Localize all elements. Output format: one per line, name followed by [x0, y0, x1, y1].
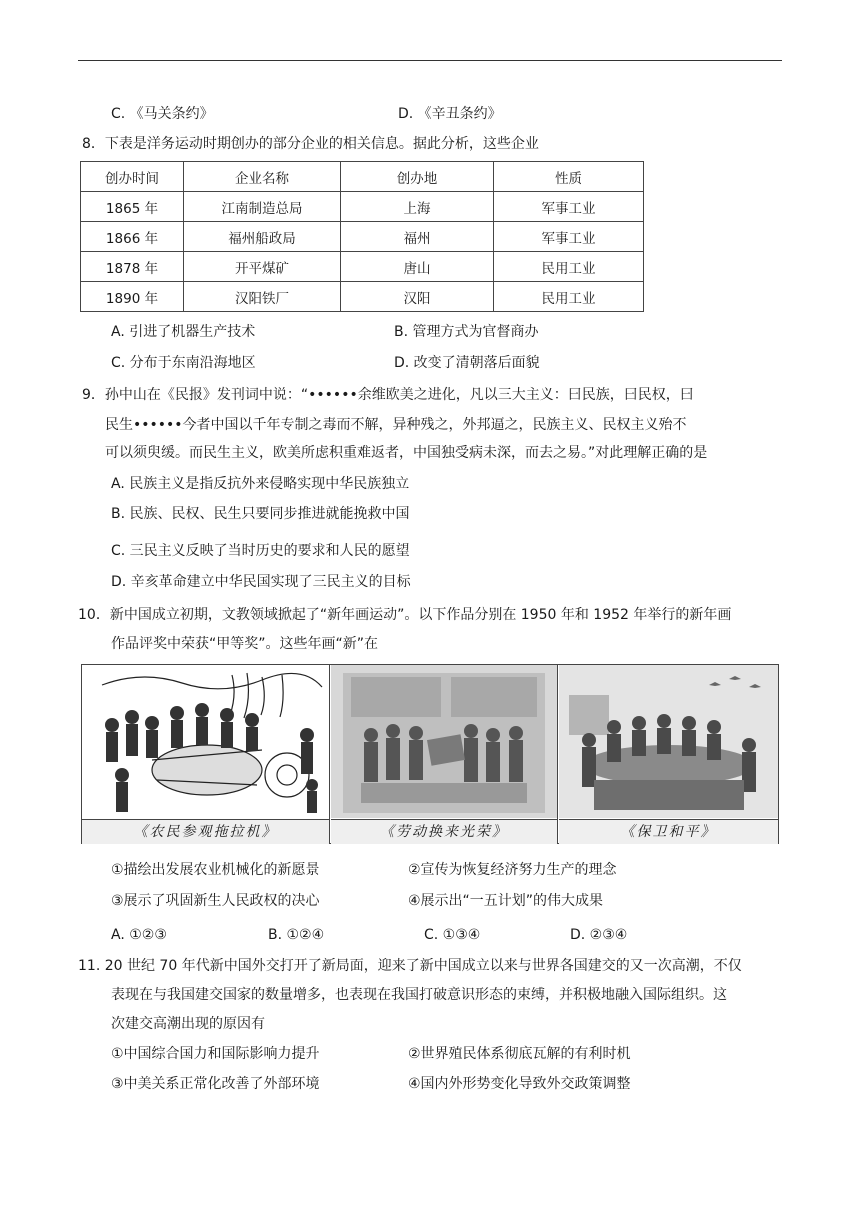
q10-stem-line-1: 10．新中国成立初期，文教领域掀起了“新年画运动”。以下作品分别在 1950 年和 1952 年举行的新年画	[78, 607, 732, 623]
q9-option-b[interactable]: B. 民族、民权、民生只要同步推进就能挽救中国	[111, 506, 410, 522]
table-cell: 江南制造总局	[184, 192, 341, 222]
new-year-paintings	[81, 664, 779, 844]
table-cell: 福州	[341, 222, 494, 252]
q9-option-c[interactable]: C. 三民主义反映了当时历史的要求和人民的愿望	[111, 543, 410, 559]
painting-caption: 《劳动换来光荣》	[331, 819, 557, 844]
q11-stem-line-2: 表现在与我国建交国家的数量增多，也表现在我国打破意识形态的束缚，并积极地融入国际组织。这	[111, 987, 727, 1003]
painting-divider	[557, 665, 558, 843]
table-header-row	[81, 162, 644, 192]
q10-stem-line-2: 作品评奖中荣获“甲等奖”。这些年画“新”在	[111, 636, 379, 652]
table-row	[81, 192, 644, 222]
q8-stem: 8．下表是洋务运动时期创办的部分企业的相关信息。据此分析，这些企业	[82, 136, 539, 152]
q10-statement-3: ③展示了巩固新生人民政权的决心	[111, 893, 320, 909]
q10-option-c[interactable]: C. ①③④	[424, 927, 481, 943]
table-header-cell: 创办时间	[81, 162, 184, 192]
table-header-cell: 创办地	[341, 162, 494, 192]
table-cell: 1865 年	[81, 192, 184, 222]
q10-option-b[interactable]: B. ①②④	[268, 927, 325, 943]
table-header-cell: 性质	[494, 162, 644, 192]
table-header-cell: 企业名称	[184, 162, 341, 192]
table-cell: 汉阳铁厂	[184, 282, 341, 312]
q11-statement-2: ②世界殖民体系彻底瓦解的有利时机	[408, 1046, 631, 1062]
q9-stem-line-1: 9．孙中山在《民报》发刊词中说：“••••••余维欧美之进化，凡以三大主义：曰民族，曰民权，曰	[82, 387, 694, 403]
q10-statement-4: ④展示出“一五计划”的伟大成果	[408, 893, 604, 909]
q8-option-b[interactable]: B. 管理方式为官督商办	[394, 324, 539, 340]
painting-divider	[329, 665, 330, 843]
q8-option-d[interactable]: D. 改变了清朝落后面貌	[394, 355, 540, 371]
table-cell: 军事工业	[494, 222, 644, 252]
q11-statement-3: ③中美关系正常化改善了外部环境	[111, 1076, 320, 1092]
q7-option-d[interactable]: D. 《辛丑条约》	[398, 106, 502, 122]
q9-stem-line-3: 可以须臾缓。而民生主义，欧美所虑积重难返者，中国独受病未深，而去之易。”对此理解正确的是	[105, 445, 708, 461]
painting-caption: 《保卫和平》	[559, 819, 778, 844]
table-cell: 上海	[341, 192, 494, 222]
table-cell: 1890 年	[81, 282, 184, 312]
q10-option-a[interactable]: A. ①②③	[111, 927, 167, 943]
q9-option-a[interactable]: A. 民族主义是指反抗外来侵略实现中华民族独立	[111, 476, 410, 492]
table-cell: 民用工业	[494, 252, 644, 282]
q11-stem-line-1: 11. 20 世纪 70 年代新中国外交打开了新局面，迎来了新中国成立以来与世界各国建交的又一次高潮，不仅	[78, 958, 742, 974]
q7-option-c[interactable]: C. 《马关条约》	[111, 106, 214, 122]
q10-statement-1: ①描绘出发展农业机械化的新愿景	[111, 862, 320, 878]
q11-stem-line-3: 次建交高潮出现的原因有	[111, 1016, 265, 1032]
q10-statement-2: ②宣传为恢复经济努力生产的理念	[408, 862, 617, 878]
painting-defend-peace	[559, 665, 778, 840]
table-row	[81, 282, 644, 312]
enterprise-table	[80, 161, 644, 312]
painting-caption: 《农民参观拖拉机》	[82, 819, 329, 844]
table-row	[81, 222, 644, 252]
q11-statement-4: ④国内外形势变化导致外交政策调整	[408, 1076, 631, 1092]
table-row	[81, 252, 644, 282]
header-rule	[78, 60, 782, 61]
q11-statement-1: ①中国综合国力和国际影响力提升	[111, 1046, 320, 1062]
table-cell: 福州船政局	[184, 222, 341, 252]
q8-option-c[interactable]: C. 分布于东南沿海地区	[111, 355, 256, 371]
painting-labor-glory	[331, 665, 557, 840]
table-cell: 1866 年	[81, 222, 184, 252]
q9-stem-line-2: 民生••••••今者中国以千年专制之毒而不解，异种残之，外邦逼之，民族主义、民权主义殆不	[105, 417, 687, 433]
q9-option-d[interactable]: D. 辛亥革命建立中华民国实现了三民主义的目标	[111, 574, 411, 590]
table-cell: 民用工业	[494, 282, 644, 312]
table-cell: 军事工业	[494, 192, 644, 222]
table-cell: 汉阳	[341, 282, 494, 312]
q8-option-a[interactable]: A. 引进了机器生产技术	[111, 324, 256, 340]
painting-farmers-tractor	[82, 665, 329, 840]
table-cell: 1878 年	[81, 252, 184, 282]
table-cell: 开平煤矿	[184, 252, 341, 282]
q10-option-d[interactable]: D. ②③④	[570, 927, 628, 943]
table-cell: 唐山	[341, 252, 494, 282]
